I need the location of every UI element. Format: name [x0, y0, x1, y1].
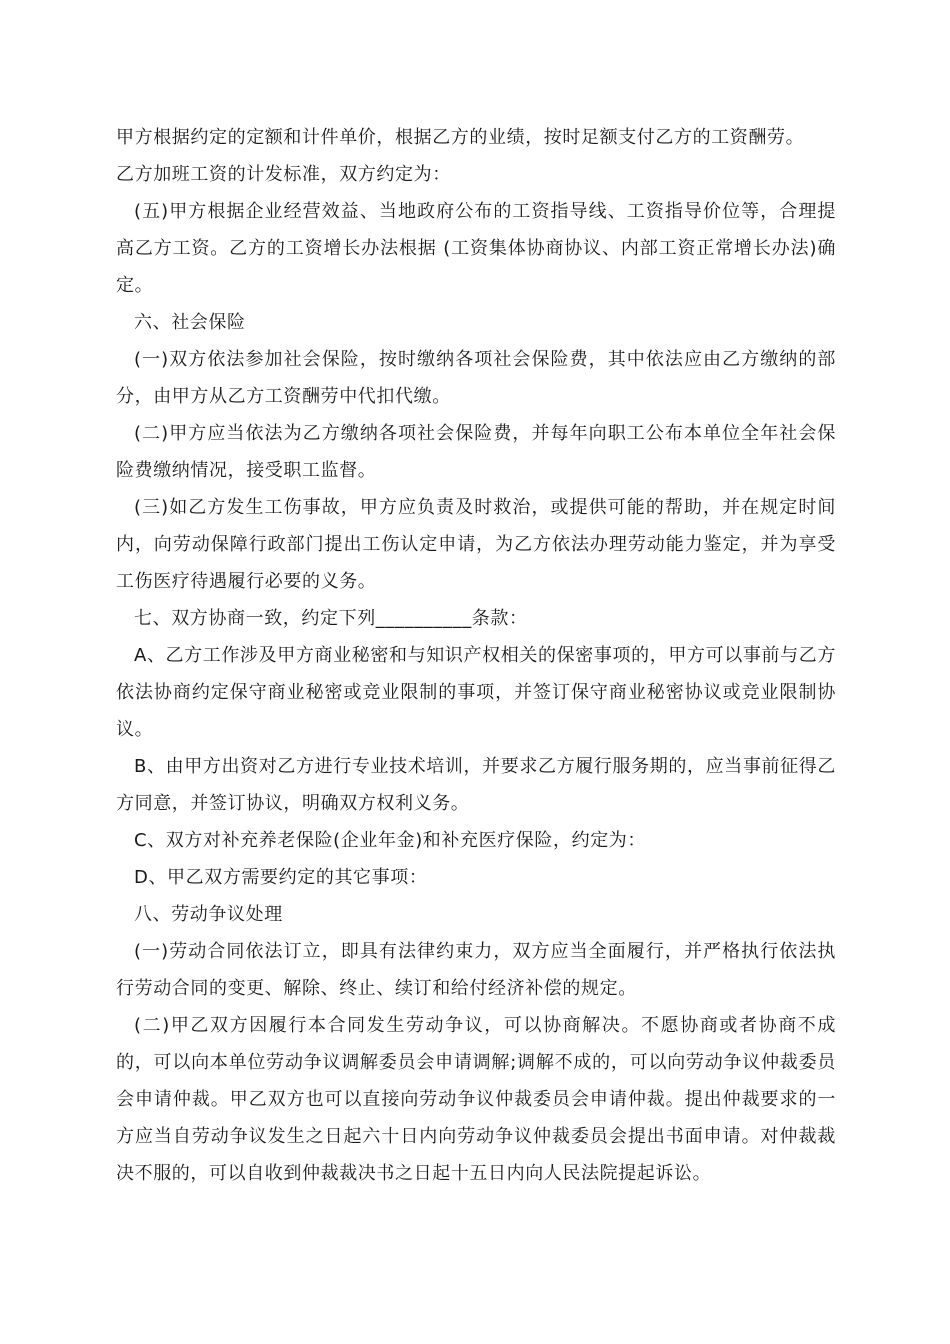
- heading-agreed-terms: 七、双方协商一致，约定下列__________条款：: [134, 608, 528, 629]
- heading-social-insurance: 六、社会保险: [134, 312, 246, 333]
- paragraph-wage-increase: (五)甲方根据企业经营效益、当地政府公布的工资指导线、工资指导价位等，合理提高乙方工资。乙方的工资增长办法根据 (工资集体协商协议、内部工资正常增长办法)确定。: [116, 201, 836, 296]
- paragraph-dispute-1: (一)劳动合同依法订立，即具有法律约束力，双方应当全面履行，并严格执行依法执行劳动合同的变更、解除、终止、续订和给付经济补偿的规定。: [116, 941, 836, 999]
- paragraph-dispute-2: (二)甲乙双方因履行本合同发生劳动争议，可以协商解决。不愿协商或者协商不成的，可以向本单位劳动争议调解委员会申请调解;调解不成的，可以向劳动争议仲裁委员会申请仲裁。甲乙双方也可以直接向劳动争议仲裁委员会申请仲裁。提出仲裁要求的一方应当自劳动争议发生之日起六十日内向劳动争议仲裁委员会提出书面申请。对仲裁裁决不服的，可以自收到仲裁裁决书之日起十五日内向人民法院提起诉讼。: [116, 1015, 836, 1184]
- paragraph-term-c: C、双方对补充养老保险(企业年金)和补充医疗保险，约定为：: [134, 830, 647, 851]
- paragraph-insurance-3: (三)如乙方发生工伤事故，甲方应负责及时救治，或提供可能的帮助，并在规定时间内，向劳动保障行政部门提出工伤认定申请，为乙方依法办理劳动能力鉴定，并为享受工伤医疗待遇履行必要的义务。: [116, 497, 836, 592]
- paragraph-term-a: A、乙方工作涉及甲方商业秘密和与知识产权相关的保密事项的，甲方可以事前与乙方依法协商约定保守商业秘密或竞业限制的事项，并签订保守商业秘密协议或竞业限制协议。: [116, 645, 836, 740]
- paragraph-insurance-2: (二)甲方应当依法为乙方缴纳各项社会保险费，并每年向职工公布本单位全年社会保险费缴纳情况，接受职工监督。: [116, 423, 836, 481]
- paragraph-wage-payment: 甲方根据约定的定额和计件单价，根据乙方的业绩，按时足额支付乙方的工资酬劳。: [116, 127, 805, 148]
- paragraph-overtime-wage: 乙方加班工资的计发标准，双方约定为：: [116, 164, 451, 185]
- paragraph-term-b: B、由甲方出资对乙方进行专业技术培训，并要求乙方履行服务期的，应当事前征得乙方同意，并签订协议，明确双方权利义务。: [116, 756, 836, 814]
- document-body: [116, 119, 836, 1192]
- heading-dispute-resolution: 八、劳动争议处理: [134, 904, 283, 925]
- paragraph-insurance-1: (一)双方依法参加社会保险，按时缴纳各项社会保险费，其中依法应由乙方缴纳的部分，由甲方从乙方工资酬劳中代扣代缴。: [116, 349, 836, 407]
- paragraph-term-d: D、甲乙双方需要约定的其它事项：: [134, 867, 428, 888]
